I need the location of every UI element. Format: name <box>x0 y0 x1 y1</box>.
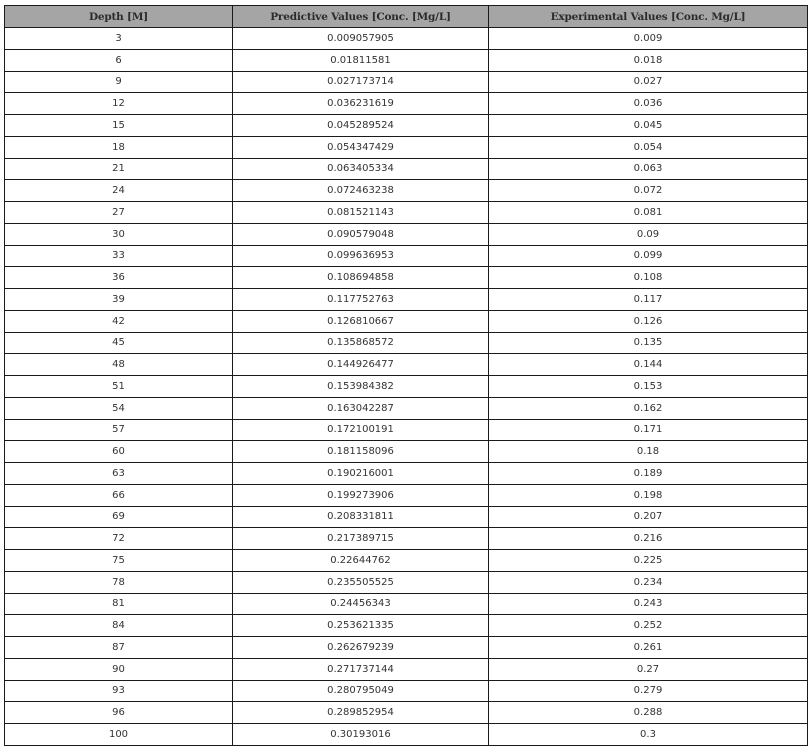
table-header-row <box>5 6 808 28</box>
table-row <box>5 289 808 311</box>
table-row <box>5 658 808 680</box>
cell-predictive-value: 0.235505525 <box>233 571 489 593</box>
cell-depth: 27 <box>5 202 233 224</box>
cell-depth: 81 <box>5 593 233 615</box>
cell-predictive-value: 0.135868572 <box>233 332 489 354</box>
cell-experimental-value: 0.288 <box>489 702 808 724</box>
table-row <box>5 28 808 50</box>
table-row <box>5 354 808 376</box>
cell-depth: 78 <box>5 571 233 593</box>
cell-depth: 45 <box>5 332 233 354</box>
cell-experimental-value: 0.189 <box>489 463 808 485</box>
table-row <box>5 615 808 637</box>
table-row <box>5 441 808 463</box>
cell-depth: 69 <box>5 506 233 528</box>
cell-experimental-value: 0.18 <box>489 441 808 463</box>
cell-predictive-value: 0.027173714 <box>233 71 489 93</box>
header-depth: Depth [M] <box>5 6 233 28</box>
table-row <box>5 397 808 419</box>
cell-depth: 15 <box>5 115 233 137</box>
cell-predictive-value: 0.099636953 <box>233 245 489 267</box>
cell-experimental-value: 0.234 <box>489 571 808 593</box>
cell-predictive-value: 0.289852954 <box>233 702 489 724</box>
table-row <box>5 376 808 398</box>
cell-predictive-value: 0.063405334 <box>233 158 489 180</box>
cell-depth: 51 <box>5 376 233 398</box>
cell-depth: 30 <box>5 223 233 245</box>
table-row <box>5 71 808 93</box>
cell-experimental-value: 0.126 <box>489 310 808 332</box>
cell-experimental-value: 0.225 <box>489 550 808 572</box>
header-predictive-values: Predictive Values [Conc. [Mg/L] <box>233 6 489 28</box>
table-row <box>5 724 808 746</box>
cell-depth: 12 <box>5 93 233 115</box>
cell-depth: 6 <box>5 49 233 71</box>
cell-depth: 75 <box>5 550 233 572</box>
cell-predictive-value: 0.144926477 <box>233 354 489 376</box>
cell-depth: 57 <box>5 419 233 441</box>
cell-predictive-value: 0.280795049 <box>233 680 489 702</box>
table-row <box>5 202 808 224</box>
cell-experimental-value: 0.108 <box>489 267 808 289</box>
cell-experimental-value: 0.279 <box>489 680 808 702</box>
table-row <box>5 593 808 615</box>
table-row <box>5 180 808 202</box>
cell-experimental-value: 0.153 <box>489 376 808 398</box>
cell-experimental-value: 0.171 <box>489 419 808 441</box>
table-row <box>5 419 808 441</box>
cell-predictive-value: 0.153984382 <box>233 376 489 398</box>
cell-predictive-value: 0.117752763 <box>233 289 489 311</box>
cell-depth: 36 <box>5 267 233 289</box>
cell-predictive-value: 0.181158096 <box>233 441 489 463</box>
cell-predictive-value: 0.190216001 <box>233 463 489 485</box>
cell-depth: 54 <box>5 397 233 419</box>
cell-predictive-value: 0.208331811 <box>233 506 489 528</box>
cell-experimental-value: 0.009 <box>489 28 808 50</box>
cell-depth: 24 <box>5 180 233 202</box>
cell-depth: 66 <box>5 484 233 506</box>
cell-predictive-value: 0.217389715 <box>233 528 489 550</box>
cell-predictive-value: 0.108694858 <box>233 267 489 289</box>
cell-experimental-value: 0.054 <box>489 136 808 158</box>
cell-experimental-value: 0.072 <box>489 180 808 202</box>
cell-experimental-value: 0.09 <box>489 223 808 245</box>
cell-predictive-value: 0.253621335 <box>233 615 489 637</box>
cell-depth: 60 <box>5 441 233 463</box>
cell-predictive-value: 0.199273906 <box>233 484 489 506</box>
cell-experimental-value: 0.216 <box>489 528 808 550</box>
cell-depth: 84 <box>5 615 233 637</box>
table-row <box>5 702 808 724</box>
table-row <box>5 550 808 572</box>
table-row <box>5 484 808 506</box>
cell-experimental-value: 0.045 <box>489 115 808 137</box>
cell-depth: 3 <box>5 28 233 50</box>
cell-experimental-value: 0.243 <box>489 593 808 615</box>
cell-depth: 63 <box>5 463 233 485</box>
cell-experimental-value: 0.162 <box>489 397 808 419</box>
cell-predictive-value: 0.22644762 <box>233 550 489 572</box>
depth-concentration-table <box>4 5 808 746</box>
table-row <box>5 245 808 267</box>
cell-experimental-value: 0.117 <box>489 289 808 311</box>
cell-predictive-value: 0.271737144 <box>233 658 489 680</box>
table-row <box>5 332 808 354</box>
cell-experimental-value: 0.063 <box>489 158 808 180</box>
cell-experimental-value: 0.099 <box>489 245 808 267</box>
cell-experimental-value: 0.252 <box>489 615 808 637</box>
cell-depth: 9 <box>5 71 233 93</box>
cell-experimental-value: 0.207 <box>489 506 808 528</box>
cell-depth: 48 <box>5 354 233 376</box>
cell-experimental-value: 0.027 <box>489 71 808 93</box>
cell-depth: 33 <box>5 245 233 267</box>
cell-depth: 96 <box>5 702 233 724</box>
cell-predictive-value: 0.036231619 <box>233 93 489 115</box>
table-row <box>5 136 808 158</box>
cell-depth: 90 <box>5 658 233 680</box>
table-row <box>5 463 808 485</box>
cell-predictive-value: 0.090579048 <box>233 223 489 245</box>
cell-experimental-value: 0.27 <box>489 658 808 680</box>
cell-depth: 39 <box>5 289 233 311</box>
cell-experimental-value: 0.081 <box>489 202 808 224</box>
cell-predictive-value: 0.009057905 <box>233 28 489 50</box>
table-row <box>5 528 808 550</box>
cell-predictive-value: 0.24456343 <box>233 593 489 615</box>
cell-experimental-value: 0.144 <box>489 354 808 376</box>
cell-predictive-value: 0.126810667 <box>233 310 489 332</box>
table-row <box>5 115 808 137</box>
cell-predictive-value: 0.054347429 <box>233 136 489 158</box>
table-row <box>5 310 808 332</box>
header-experimental-values: Experimental Values [Conc. Mg/L] <box>489 6 808 28</box>
table-row <box>5 93 808 115</box>
cell-depth: 100 <box>5 724 233 746</box>
table-row <box>5 637 808 659</box>
cell-predictive-value: 0.163042287 <box>233 397 489 419</box>
cell-predictive-value: 0.072463238 <box>233 180 489 202</box>
cell-experimental-value: 0.261 <box>489 637 808 659</box>
table-row <box>5 223 808 245</box>
table-row <box>5 571 808 593</box>
table-row <box>5 267 808 289</box>
cell-depth: 93 <box>5 680 233 702</box>
cell-predictive-value: 0.30193016 <box>233 724 489 746</box>
cell-experimental-value: 0.036 <box>489 93 808 115</box>
table-row <box>5 506 808 528</box>
cell-predictive-value: 0.172100191 <box>233 419 489 441</box>
cell-experimental-value: 0.198 <box>489 484 808 506</box>
cell-predictive-value: 0.081521143 <box>233 202 489 224</box>
cell-predictive-value: 0.01811581 <box>233 49 489 71</box>
cell-predictive-value: 0.045289524 <box>233 115 489 137</box>
cell-depth: 18 <box>5 136 233 158</box>
cell-depth: 87 <box>5 637 233 659</box>
cell-experimental-value: 0.018 <box>489 49 808 71</box>
data-table-container <box>4 5 807 746</box>
cell-depth: 72 <box>5 528 233 550</box>
table-row <box>5 49 808 71</box>
cell-depth: 42 <box>5 310 233 332</box>
table-row <box>5 680 808 702</box>
cell-experimental-value: 0.3 <box>489 724 808 746</box>
table-row <box>5 158 808 180</box>
cell-predictive-value: 0.262679239 <box>233 637 489 659</box>
table-body <box>5 28 808 746</box>
cell-depth: 21 <box>5 158 233 180</box>
cell-experimental-value: 0.135 <box>489 332 808 354</box>
